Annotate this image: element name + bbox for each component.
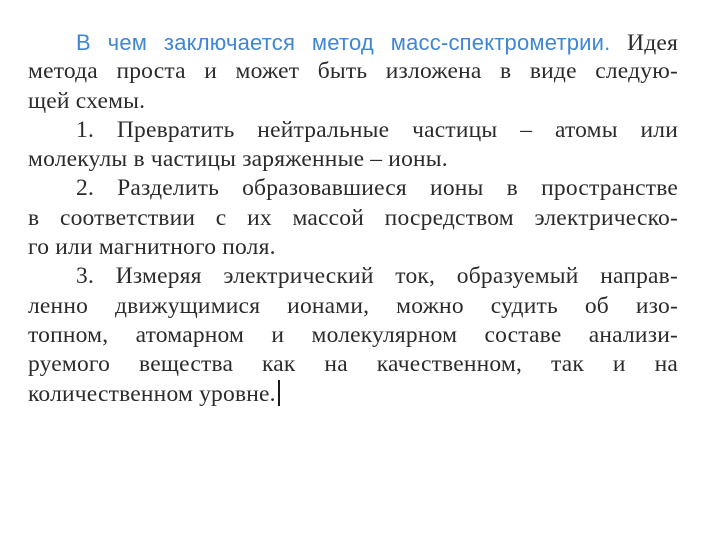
question-heading: В чем заключается метод масс-спектрометрии. — [76, 30, 611, 55]
step-3-line-5 — [28, 380, 678, 409]
intro-line-2: метода проста и может быть изложена в виде следую- — [28, 58, 678, 85]
intro-line-1 — [28, 28, 678, 57]
step-1-line-1: 1. Превратить нейтральные частицы – атомы или — [76, 116, 678, 143]
step-2-line-3: го или магнитного поля. — [28, 234, 276, 261]
step-3-line-3: топном, атомарном и молекулярном составе анализи- — [28, 321, 678, 348]
intro-line-3: щей схемы. — [28, 87, 146, 114]
intro-line-1-tail: Идея — [627, 30, 678, 56]
step-3-line-1: 3. Измеряя электрический ток, образуемый направ- — [76, 263, 678, 290]
step-3-line-5-text: количественном уровне. — [28, 380, 276, 407]
step-2-line-2: в соответствии с их массой посредством электрическо- — [28, 204, 678, 231]
text-cursor — [278, 380, 280, 406]
step-2-line-1: 2. Разделить образовавшиеся ионы в пространстве — [76, 175, 678, 202]
document-text — [28, 28, 678, 409]
step-1-line-2: молекулы в частицы заряженные – ионы. — [28, 146, 448, 173]
step-3-line-4: руемого вещества как на качественном, так и на — [28, 351, 678, 378]
step-3-line-2: ленно движущимися ионами, можно судить об изо- — [28, 292, 678, 319]
